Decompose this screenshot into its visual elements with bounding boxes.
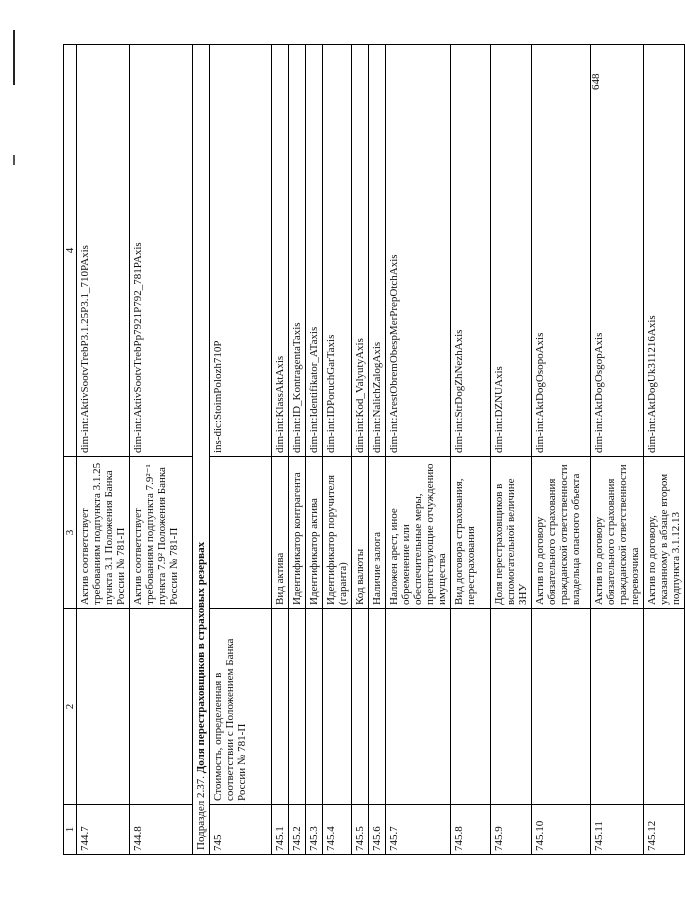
row-name (644, 609, 685, 805)
row-number: 745.7 (386, 805, 451, 855)
row-name: Стоимость, определенная в соответствии с Положением Банка России № 781-П (210, 609, 272, 805)
row-number: 745.3 (306, 805, 323, 855)
row-number: 744.7 (77, 805, 130, 855)
page-number: 648 (590, 73, 602, 90)
table-row (369, 45, 386, 855)
row-description: Актив по договору обязательного страхования гражданской ответственности владельца опасного объекта (532, 457, 591, 609)
row-number: 745.1 (272, 805, 289, 855)
row-code: dim-int:NalichZalogAxis (369, 45, 386, 457)
row-number: 745.9 (491, 805, 532, 855)
row-description: Идентификатор актива (306, 457, 323, 609)
table-row (272, 45, 289, 855)
row-code: dim-int:DZNUAxis (491, 45, 532, 457)
row-description: Доля перестраховщиков в вспомогательной величине ЗНУ (491, 457, 532, 609)
row-code: dim-int:IDPoruchGarTaxis (323, 45, 352, 457)
row-number: 745.5 (352, 805, 369, 855)
row-name (352, 609, 369, 805)
row-code: dim-int:KlassAktAxis (272, 45, 289, 457)
row-code: dim-int:ArestObremObespMerPrepOtchAxis (386, 45, 451, 457)
row-description: Актив соответствует требованиям подпункта 7.9²⁻¹ пункта 7.9² Положения Банка России № 781-П (130, 457, 193, 609)
row-description: Идентификатор контрагента (289, 457, 306, 609)
row-description: Актив по договору, указанному в абзаце втором подпункта 3.1.12.13 (644, 457, 685, 609)
row-description: Актив по договору обязательного страхования гражданской ответственности перевозчика (591, 457, 644, 609)
row-code: dim-int:AktivSootvTrebP3.1.25P3.1_710PAxis (77, 45, 130, 457)
row-code: dim-int:AktDogUk311216Axis (644, 45, 685, 457)
row-code: dim-int:Kod_ValyutyAxis (352, 45, 369, 457)
table-row (386, 45, 451, 855)
row-description: Наличие залога (369, 457, 386, 609)
row-name (369, 609, 386, 805)
margin-mark-small (13, 155, 15, 165)
row-name (323, 609, 352, 805)
header-col-3: 3 (64, 457, 77, 609)
row-number: 745.10 (532, 805, 591, 855)
register-table (63, 44, 685, 855)
section-heading (193, 45, 210, 855)
row-description: Актив соответствует требованиям подпункта 3.1.25 пункта 3.1 Положения Банка России № 781-П (77, 457, 130, 609)
section-prefix: Подраздел 2.37. (195, 773, 207, 850)
row-number: 745.4 (323, 805, 352, 855)
table-row (644, 45, 685, 855)
rotated-page (63, 45, 682, 855)
row-name (306, 609, 323, 805)
table-row (306, 45, 323, 855)
table-row (77, 45, 130, 855)
row-number: 744.8 (130, 805, 193, 855)
row-name (591, 609, 644, 805)
table-row (591, 45, 644, 855)
margin-mark (13, 30, 15, 85)
header-col-1: 1 (64, 805, 77, 855)
row-number: 745.12 (644, 805, 685, 855)
row-number: 745 (210, 805, 272, 855)
row-name (386, 609, 451, 805)
row-description: Вид договора страхования, перестрахования (451, 457, 491, 609)
row-code: dim-int:AktDogOsopoAxis (532, 45, 591, 457)
row-name (532, 609, 591, 805)
row-number: 745.6 (369, 805, 386, 855)
row-code: dim-int:StrDogZhNezhAxis (451, 45, 491, 457)
row-name (272, 609, 289, 805)
table-row (323, 45, 352, 855)
table-row (210, 45, 272, 855)
table-row (491, 45, 532, 855)
row-description: Вид актива (272, 457, 289, 609)
row-description: Наложен арест, иное обременение или обеспечительные меры, препятствующие отчуждению имущества (386, 457, 451, 609)
table-row (289, 45, 306, 855)
row-number: 745.11 (591, 805, 644, 855)
row-name (289, 609, 306, 805)
header-col-2: 2 (64, 609, 77, 805)
row-code: dim-int:AktDogOsgopAxis (591, 45, 644, 457)
row-code: dim-int:ID_KontragentaTaxis (289, 45, 306, 457)
header-col-4: 4 (64, 45, 77, 457)
table-row (130, 45, 193, 855)
row-description: Код валюты (352, 457, 369, 609)
row-name (77, 609, 130, 805)
row-name (130, 609, 193, 805)
row-code: dim-int:AktivSootvTrebPp7921P792_781PAxis (130, 45, 193, 457)
table-row (532, 45, 591, 855)
header-row (64, 45, 77, 855)
row-code: dim-int:Identifikator_ATaxis (306, 45, 323, 457)
section-row (193, 45, 210, 855)
row-number: 745.2 (289, 805, 306, 855)
row-name (451, 609, 491, 805)
row-code: ins-dic:StoimPolozh710P (210, 45, 272, 457)
row-number: 745.8 (451, 805, 491, 855)
row-name (491, 609, 532, 805)
row-description (210, 457, 272, 609)
table-row (451, 45, 491, 855)
table-row (352, 45, 369, 855)
section-title: Доля перестраховщиков в страховых резервах (195, 541, 207, 774)
row-description: Идентификатор поручителя (гаранта) (323, 457, 352, 609)
